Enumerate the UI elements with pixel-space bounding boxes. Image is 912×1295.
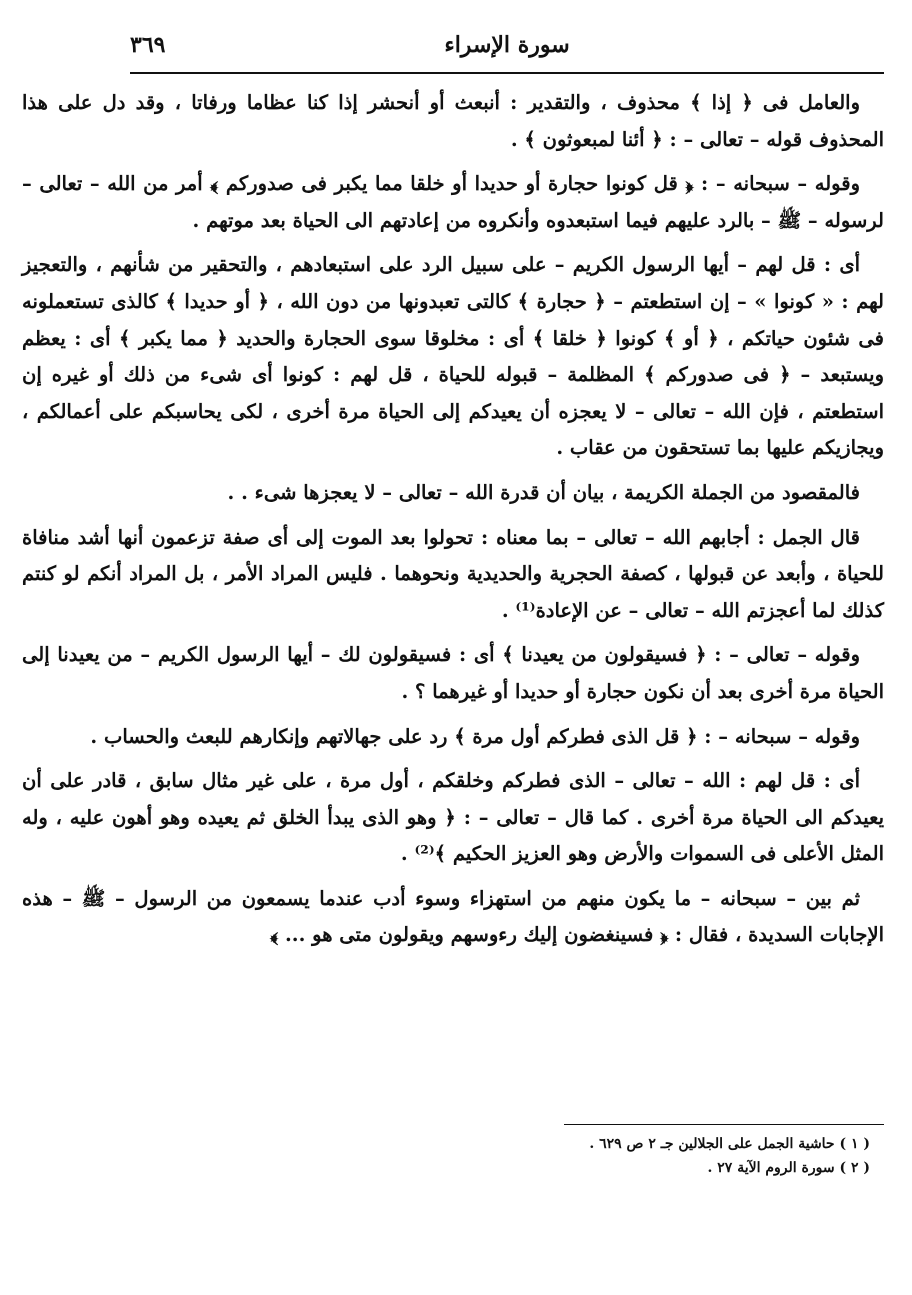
paragraph: أى : قل لهم – أيها الرسول الكريم – على سبيل الرد على استبعادهم ، والتحقير من شأنهم ، والتعجيز لهم : « كونوا » – إن استطعتم – ﴿ حجارة ﴾ كالتى تعبدونها من دون الله ، ﴿ أو حديدا ﴾ كالذى تستعملونه فى شئون حياتكم ، ﴿ أو ﴾ كونوا ﴿ خلقا ﴾ أى : مخلوقا سوى الحجارة والحديد ﴿ مما يكبر ﴾ أى : يعظم ويستبعد – ﴿ فى صدوركم ﴾ المظلمة – قبوله للحياة ، قل لهم : كونوا أى شىء من ذلك أو غيره إن استطعتم ، فإن الله – تعالى – لا يعجزه أن يعيدكم إلى الحياة مرة أخرى ، لكى يحاسبكم على أعمالكم ، ويجازيكم عليها بما تستحقون من عقاب . [22, 253, 884, 460]
footnote-2: ( ٢ ) سورة الروم الآية ٢٧ . [707, 1160, 870, 1176]
paragraph: والعامل فى ﴿ إذا ﴾ محذوف ، والتقدير : أنبعث أو أنحشر إذا كنا عظاما ورفاتا ، وقد دل على هذا المحذوف قوله – تعالى – : ﴿ أئنا لمبعوثون ﴾ . [22, 91, 884, 151]
body-text [22, 85, 884, 962]
page-number: ٣٦٩ [130, 32, 166, 58]
paragraph: أى : قل لهم : الله – تعالى – الذى فطركم وخلقكم ، أول مرة ، على غير مثال سابق ، قادر على أن يعيدكم الى الحياة مرة أخرى . كما قال – تعالى – : ﴿ وهو الذى يبدأ الخلق ثم يعيده وهو أهون عليه ، وله المثل الأعلى فى السموات والأرض وهو العزيز الحكيم ﴾⁽²⁾ . [22, 769, 884, 866]
paragraph: وقوله – سبحانه – : ﴿ قل الذى فطركم أول مرة ﴾ رد على جهالاتهم وإنكارهم للبعث والحساب . [90, 724, 860, 748]
footnotes [200, 1132, 870, 1180]
page-header [130, 30, 884, 74]
paragraph: وقوله – سبحانه – : ﴿ قل كونوا حجارة أو حديدا أو خلقا مما يكبر فى صدوركم ﴾ أمر من الله – تعالى – لرسوله – ﷺ – بالرد عليهم فيما استبعدوه وأنكروه من إعادتهم الى الحياة بعد موتهم . [22, 172, 884, 232]
footnote-1: ( ١ ) حاشية الجمل على الجلالين جـ ٢ ص ٦٢٩ . [589, 1136, 870, 1152]
paragraph: ثم بين – سبحانه – ما يكون منهم من استهزاء وسوء أدب عندما يسمعون من الرسول – ﷺ – هذه الإجابات السديدة ، فقال : ﴿ فسينغضون إليك رءوسهم ويقولون متى هو ... ﴾ [22, 886, 884, 947]
paragraph: وقوله – تعالى – : ﴿ فسيقولون من يعيدنا ﴾ أى : فسيقولون لك – أيها الرسول الكريم – من يعيدنا إلى الحياة مرة أخرى بعد أن نكون حجارة أو حديدا أو غيرهما ؟ . [22, 643, 884, 703]
footnote-divider [564, 1124, 884, 1125]
paragraph: فالمقصود من الجملة الكريمة ، بيان أن قدرة الله – تعالى – لا يعجزها شىء . . [227, 480, 860, 504]
paragraph: قال الجمل : أجابهم الله – تعالى – بما معناه : تحولوا بعد الموت إلى أى صفة تزعمون أنها أشد منافاة للحياة ، وأبعد عن قبولها ، كصفة الحجرية والحديدية ونحوهما . فليس المراد الأمر ، بل المراد أنكم لو كنتم كذلك لما أعجزتم الله – تعالى – عن الإعادة⁽¹⁾ . [22, 525, 884, 622]
surah-title: سورة الإسراء [444, 32, 570, 58]
